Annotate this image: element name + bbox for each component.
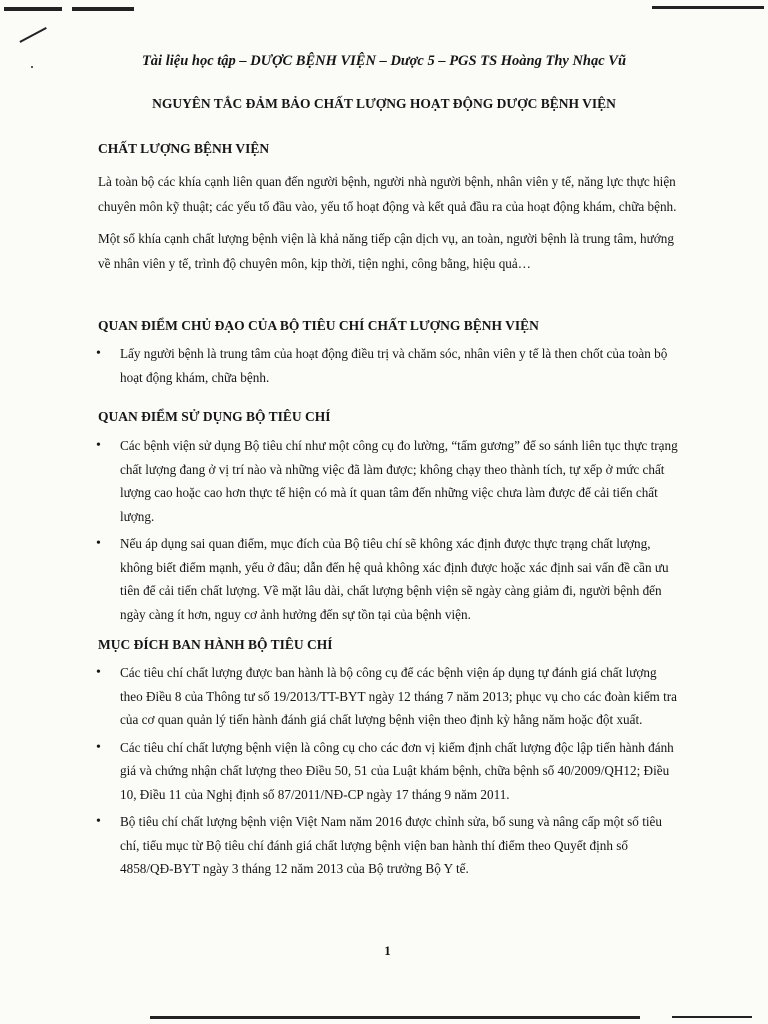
section-chat-luong-benh-vien [98,141,678,284]
scan-mark-top-left [4,7,62,11]
pen-stroke [19,27,46,42]
list-item: • Các bệnh viện sử dụng Bộ tiêu chí như một công cụ đo lường, “tấm gương” để so sánh liên tục thực trạng chất lượng đang ở vị trí nào và những việc đã làm được; không chạy theo thành tích, tự xếp ở mức chất lượng cao hoặc cao hơn thực tế hiện có mà ít quan tâm đến những việc chưa làm được để cải tiến chất lượng. [98,434,678,528]
section-quan-diem-chu-dao [98,318,678,393]
paragraph: Là toàn bộ các khía cạnh liên quan đến người bệnh, người nhà người bệnh, nhân viên y tế, năng lực thực hiện chuyên môn kỹ thuật; các yếu tố đầu vào, yếu tố hoạt động và kết quả đầu ra của hoạt động khám, chữa bệnh. [98,174,677,214]
bullet-list [98,434,678,626]
list-item: • Các tiêu chí chất lượng được ban hành là bộ công cụ để các bệnh viện áp dụng tự đánh giá chất lượng theo Điều 8 của Thông tư số 19/2013/TT-BYT ngày 12 tháng 7 năm 2013; phục vụ cho các đoàn kiểm tra của cơ quan quản lý tiến hành đánh giá chất lượng bệnh viện theo định kỳ hằng năm hoặc đột xuất. [98,661,678,732]
section-heading: CHẤT LƯỢNG BỆNH VIỆN [98,141,270,156]
section-heading: QUAN ĐIỂM SỬ DỤNG BỘ TIÊU CHÍ [98,409,331,424]
paragraph: Một số khía cạnh chất lượng bệnh viện là khả năng tiếp cận dịch vụ, an toàn, người bệnh là trung tâm, hướng về nhân viên y tế, trình độ chuyên môn, kịp thời, tiện nghi, công bằng, hiệu quả… [98,231,674,271]
list-item: • Nếu áp dụng sai quan điểm, mục đích của Bộ tiêu chí sẽ không xác định được thực trạng chất lượng, không biết điểm mạnh, yếu ở đâu; dẫn đến hệ quả không xác định được hoặc xác định sai vấn đề cần ưu tiên để cải tiến chất lượng. Về mặt lâu dài, chất lượng bệnh viện sẽ ngày càng giảm đi, người bệnh đến ngày càng ít hơn, nguy cơ ảnh hưởng đến sự tồn tại của bệnh viện. [98,532,678,626]
scan-mark-top-right [652,6,764,9]
document-title: NGUYÊN TẮC ĐẢM BẢO CHẤT LƯỢNG HOẠT ĐỘNG DƯỢC BỆNH VIỆN [152,96,616,111]
scan-mark-top-left-2 [72,7,134,11]
section-quan-diem-su-dung [98,409,678,630]
scan-mark-bottom [150,1016,640,1019]
scan-mark-bottom-right [672,1016,752,1018]
bullet-list [98,342,678,389]
page-number: 1 [384,943,391,958]
list-item: • Các tiêu chí chất lượng bệnh viện là công cụ cho các đơn vị kiểm định chất lượng độc lập tiến hành đánh giá và chứng nhận chất lượng theo Điều 50, 51 của Luật khám bệnh, chữa bệnh số 40/2009/QH12; Điều 10, Điều 11 của Nghị định số 87/2011/NĐ-CP ngày 17 tháng 9 năm 2011. [98,736,678,807]
list-item: • Lấy người bệnh là trung tâm của hoạt động điều trị và chăm sóc, nhân viên y tế là then chốt của toàn bộ hoạt động khám, chữa bệnh. [98,342,678,389]
list-item: • Bộ tiêu chí chất lượng bệnh viện Việt Nam năm 2016 được chỉnh sửa, bổ sung và nâng cấp một số tiêu chí, tiểu mục từ Bộ tiêu chí đánh giá chất lượng bệnh viện ban hành thí điểm theo Quyết định số 4858/QĐ-BYT ngày 3 tháng 12 năm 2013 của Bộ trưởng Bộ Y tế. [98,810,678,881]
running-header: Tài liệu học tập – DƯỢC BỆNH VIỆN – Dược 5 – PGS TS Hoàng Thy Nhạc Vũ [141,53,627,69]
section-heading: QUAN ĐIỂM CHỦ ĐẠO CỦA BỘ TIÊU CHÍ CHẤT LƯỢNG BỆNH VIỆN [98,318,539,333]
bullet-list [98,661,678,881]
section-heading: MỤC ĐÍCH BAN HÀNH BỘ TIÊU CHÍ [98,637,333,652]
section-muc-dich-ban-hanh [98,637,678,885]
